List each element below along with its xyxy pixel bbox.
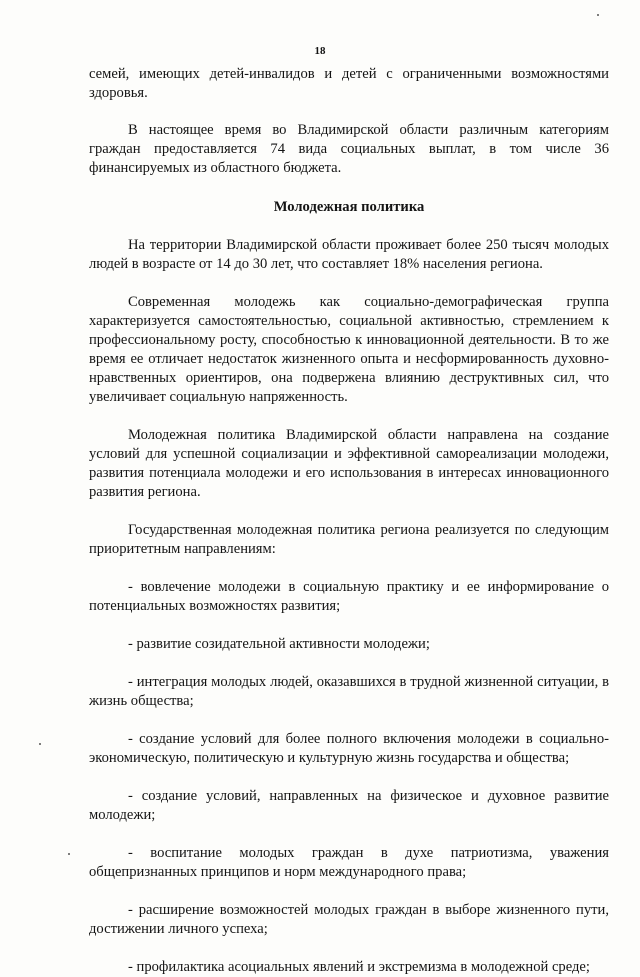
scan-speck — [39, 743, 41, 745]
page-number: 18 — [314, 45, 326, 57]
list-item: - профилактика асоциальных явлений и экстремизма в молодежной среде; — [128, 959, 590, 975]
paragraph-modern-youth: Современная молодежь как социально-демографическая группа характеризуется самостоятельностью, социальной активностью, стремлением к профессиональному росту, способностью к инновационной деятельности. В то же время ее отличает недостаток жизненного опыта и несформированность духовно-нравственных ориентиров, она подвержена влиянию деструктивных сил, что увеличивает социальную напряженность. — [89, 294, 609, 405]
paragraph-youth-population: На территории Владимирской области проживает более 250 тысяч молодых людей в возрасте от 14 до 30 лет, что составляет 18% населения региона. — [89, 237, 609, 272]
list-item: - создание условий для более полного включения молодежи в социально-экономическую, политическую и культурную жизнь государства и общества; — [89, 731, 609, 766]
list-item: - развитие созидательной активности молодежи; — [128, 636, 430, 652]
list-item: - создание условий, направленных на физическое и духовное развитие молодежи; — [89, 788, 609, 823]
list-item: - вовлечение молодежи в социальную практику и ее информирование о потенциальных возможностях развития; — [89, 579, 609, 614]
paragraph-youth-policy: Молодежная политика Владимирской области направлена на создание условий для успешной социализации и эффективной самореализации молодежи, развития потенциала молодежи и его использования в интересах инновационного развития региона. — [89, 427, 609, 500]
document-body — [89, 65, 609, 977]
paragraph-social-payments: В настоящее время во Владимирской области различным категориям граждан предоставляется 74 вида социальных выплат, в том числе 36 финансируемых из областного бюджета. — [89, 122, 609, 176]
section-heading: Молодежная политика — [273, 199, 425, 215]
scan-speck — [68, 853, 70, 855]
list-item: - воспитание молодых граждан в духе патриотизма, уважения общепризнанных принципов и норм международного права; — [89, 845, 609, 880]
paragraph-priority-directions: Государственная молодежная политика региона реализуется по следующим приоритетным направлениям: — [89, 522, 609, 557]
list-item: - интеграция молодых людей, оказавшихся в трудной жизненной ситуации, в жизнь общества; — [89, 674, 609, 709]
scan-speck — [597, 14, 599, 16]
list-item: - расширение возможностей молодых граждан в выборе жизненного пути, достижении личного успеха; — [89, 902, 609, 937]
paragraph-continuation: семей, имеющих детей-инвалидов и детей с ограниченными возможностями здоровья. — [89, 66, 609, 101]
